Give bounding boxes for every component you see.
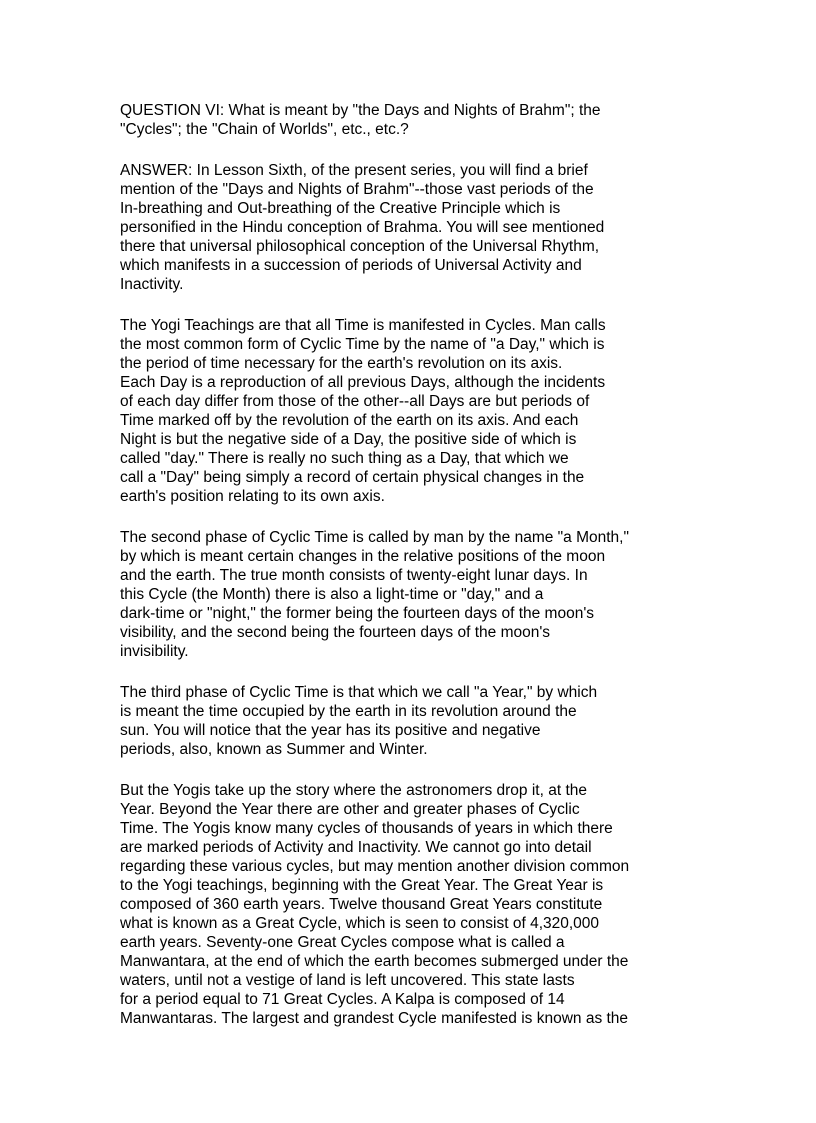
text-line: earth years. Seventy-one Great Cycles compose what is called a	[120, 934, 565, 951]
text-line: which manifests in a succession of periods of Universal Activity and	[120, 257, 582, 274]
text-line: "Cycles"; the "Chain of Worlds", etc., etc.?	[120, 121, 409, 138]
text-line: composed of 360 earth years. Twelve thousand Great Years constitute	[120, 896, 603, 913]
answer-paragraph	[120, 161, 680, 294]
text-line: Time. The Yogis know many cycles of thousands of years in which there	[120, 820, 613, 837]
text-line: sun. You will notice that the year has its positive and negative	[120, 722, 541, 739]
cyclic-time-year-paragraph	[120, 683, 680, 759]
text-line: Time marked off by the revolution of the earth on its axis. And each	[120, 412, 579, 429]
text-line: ANSWER: In Lesson Sixth, of the present series, you will find a brief	[120, 162, 588, 179]
text-line: call a "Day" being simply a record of certain physical changes in the	[120, 469, 585, 486]
text-line: earth's position relating to its own axis.	[120, 488, 385, 505]
text-line: are marked periods of Activity and Inactivity. We cannot go into detail	[120, 839, 592, 856]
text-line: called "day." There is really no such thing as a Day, that which we	[120, 450, 569, 467]
text-line: personified in the Hindu conception of Brahma. You will see mentioned	[120, 219, 605, 236]
text-line: But the Yogis take up the story where the astronomers drop it, at the	[120, 782, 587, 799]
text-line: this Cycle (the Month) there is also a light-time or "day," and a	[120, 586, 544, 603]
text-line: periods, also, known as Summer and Winter.	[120, 741, 428, 758]
text-line: Night is but the negative side of a Day, the positive side of which is	[120, 431, 577, 448]
text-line: there that universal philosophical conception of the Universal Rhythm,	[120, 238, 600, 255]
text-line: QUESTION VI: What is meant by "the Days and Nights of Brahm"; the	[120, 102, 601, 119]
text-line: Manwantara, at the end of which the earth becomes submerged under the	[120, 953, 629, 970]
text-line: by which is meant certain changes in the relative positions of the moon	[120, 548, 606, 565]
text-line: is meant the time occupied by the earth in its revolution around the	[120, 703, 577, 720]
text-line: the period of time necessary for the earth's revolution on its axis.	[120, 355, 563, 372]
text-line: of each day differ from those of the other--all Days are but periods of	[120, 393, 590, 410]
text-line: Inactivity.	[120, 276, 184, 293]
question-paragraph	[120, 101, 680, 139]
text-line: for a period equal to 71 Great Cycles. A Kalpa is composed of 14	[120, 991, 565, 1008]
text-line: Manwantaras. The largest and grandest Cycle manifested is known as the	[120, 1010, 629, 1027]
text-line: The Yogi Teachings are that all Time is manifested in Cycles. Man calls	[120, 317, 606, 334]
cyclic-time-month-paragraph	[120, 528, 680, 661]
text-body	[120, 101, 680, 1050]
text-line: what is known as a Great Cycle, which is seen to consist of 4,320,000	[120, 915, 600, 932]
great-cycles-paragraph	[120, 781, 680, 1028]
text-line: to the Yogi teachings, beginning with the Great Year. The Great Year is	[120, 877, 604, 894]
cyclic-time-day-paragraph	[120, 316, 680, 506]
text-line: and the earth. The true month consists of twenty-eight lunar days. In	[120, 567, 588, 584]
text-line: invisibility.	[120, 643, 189, 660]
text-line: The second phase of Cyclic Time is called by man by the name "a Month,"	[120, 529, 629, 546]
text-line: visibility, and the second being the fourteen days of the moon's	[120, 624, 551, 641]
text-line: mention of the "Days and Nights of Brahm"--those vast periods of the	[120, 181, 594, 198]
text-line: Year. Beyond the Year there are other and greater phases of Cyclic	[120, 801, 580, 818]
text-line: In-breathing and Out-breathing of the Creative Principle which is	[120, 200, 561, 217]
text-line: regarding these various cycles, but may mention another division common	[120, 858, 630, 875]
text-line: dark-time or "night," the former being the fourteen days of the moon's	[120, 605, 595, 622]
text-line: the most common form of Cyclic Time by the name of "a Day," which is	[120, 336, 605, 353]
text-line: The third phase of Cyclic Time is that which we call "a Year," by which	[120, 684, 598, 701]
text-line: waters, until not a vestige of land is left uncovered. This state lasts	[120, 972, 575, 989]
text-line: Each Day is a reproduction of all previous Days, although the incidents	[120, 374, 606, 391]
